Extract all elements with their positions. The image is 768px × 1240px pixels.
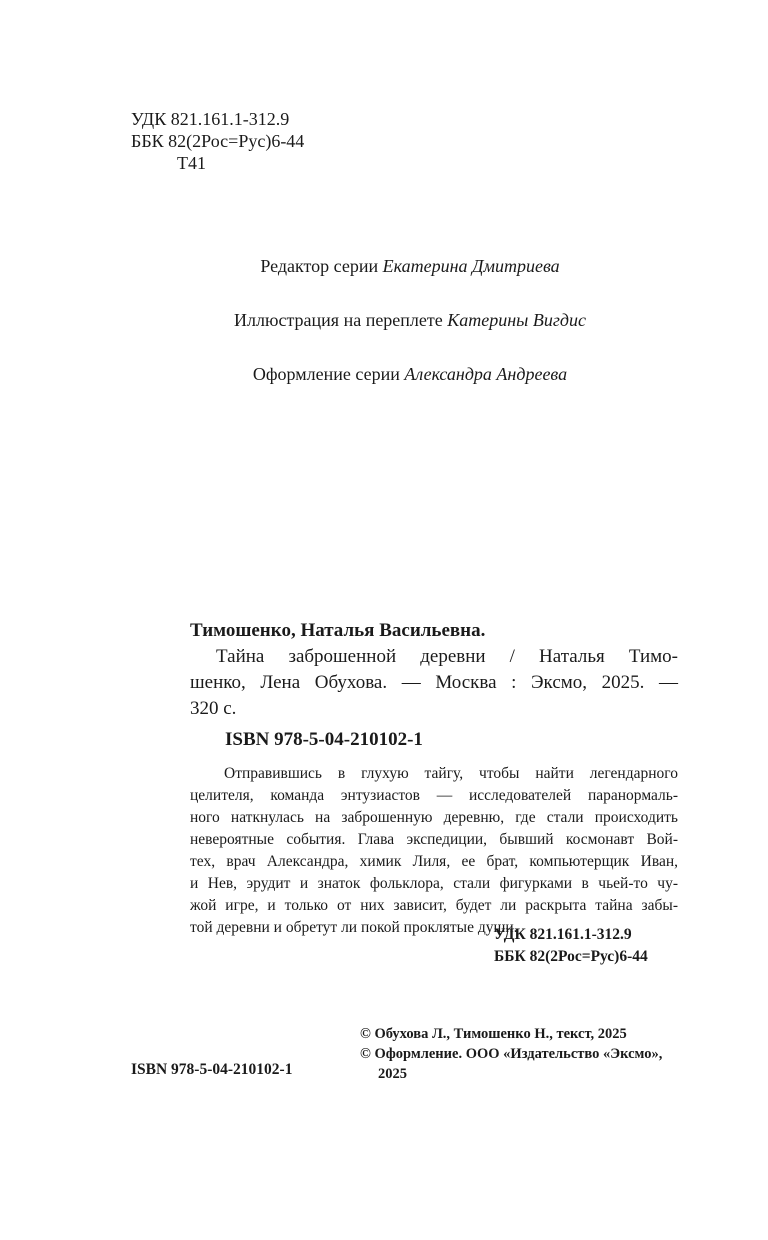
credit-person: Катерины Вигдис bbox=[447, 310, 586, 330]
credit-illustration bbox=[0, 310, 768, 331]
bbk-code: ББК 82(2Рос=Рус)6-44 bbox=[494, 948, 648, 965]
classification-block-top bbox=[131, 108, 304, 174]
annotation-line: той деревни и обретут ли покой проклятые души. bbox=[190, 919, 518, 936]
annotation bbox=[190, 763, 678, 939]
copyright-block bbox=[360, 1024, 662, 1084]
bib-line: Тайна заброшенной деревни / Наталья Тимо- bbox=[216, 646, 678, 667]
udk-code: УДК 821.161.1-312.9 bbox=[494, 926, 632, 943]
annotation-line: ного наткнулась на заброшенную деревню, где стали происходить bbox=[190, 809, 678, 826]
copyright-year: 2025 bbox=[378, 1066, 407, 1082]
author-heading: Тимошенко, Наталья Васильевна. bbox=[190, 620, 486, 641]
annotation-line: целителя, команда энтузиастов — исследователей паранормаль- bbox=[190, 787, 678, 804]
annotation-line: и Нев, эрудит и знаток фольклора, стали фигурками в чьей-то чу- bbox=[190, 875, 678, 892]
isbn-bottom: ISBN 978-5-04-210102-1 bbox=[131, 1061, 293, 1078]
author-mark: Т41 bbox=[177, 153, 206, 173]
annotation-line: Отправившись в глухую тайгу, чтобы найти легендарного bbox=[224, 765, 678, 782]
credit-person: Александра Андреева bbox=[404, 364, 568, 384]
isbn-main: ISBN 978-5-04-210102-1 bbox=[225, 729, 423, 750]
credit-role: Редактор серии bbox=[260, 256, 379, 276]
bib-line: 320 с. bbox=[190, 698, 237, 719]
bbk-code: ББК 82(2Рос=Рус)6-44 bbox=[131, 131, 305, 151]
copyright-design: © Оформление. ООО «Издательство «Эксмо», bbox=[360, 1046, 663, 1062]
copyright-text: © Обухова Л., Тимошенко Н., текст, 2025 bbox=[360, 1026, 627, 1042]
bib-line: шенко, Лена Обухова. — Москва : Эксмо, 2025. — bbox=[190, 672, 678, 693]
annotation-line: невероятные события. Глава экспедиции, бывший космонавт Вой- bbox=[190, 831, 678, 848]
credit-person: Екатерина Дмитриева bbox=[382, 256, 560, 276]
credit-role: Иллюстрация на переплете bbox=[234, 310, 443, 330]
classification-block-bottom bbox=[494, 924, 648, 968]
annotation-line: тех, врач Александра, химик Лиля, ее брат, компьютерщик Иван, bbox=[190, 853, 678, 870]
bibliographic-description bbox=[190, 644, 678, 722]
udk-code: УДК 821.161.1-312.9 bbox=[131, 109, 290, 129]
credit-editor bbox=[0, 256, 768, 277]
annotation-line: жой игре, и только от них зависит, будет ли раскрыта тайна забы- bbox=[190, 897, 678, 914]
credit-design bbox=[0, 364, 768, 385]
credit-role: Оформление серии bbox=[252, 364, 400, 384]
